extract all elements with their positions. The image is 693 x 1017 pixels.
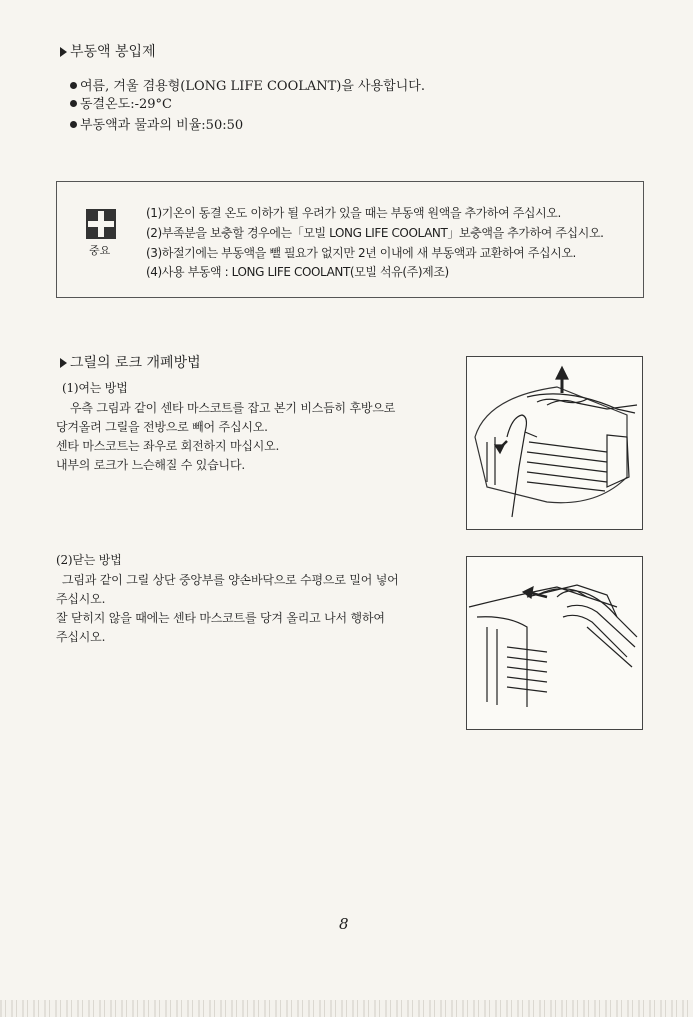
- close-method-text: 주십시오.: [56, 592, 106, 606]
- important-notice-box: [56, 181, 644, 298]
- close-method-title: (2)닫는 방법: [56, 553, 122, 567]
- important-label: 중요: [89, 244, 111, 257]
- close-method-text: 잘 닫히지 않을 때에는 센타 마스코트를 당겨 올리고 나서 행하여: [56, 611, 385, 625]
- grille-open-drawing: [467, 357, 642, 529]
- grille-open-illustration: [466, 356, 643, 530]
- notice-line: (2)부족분을 보충할 경우에는「모빌 LONG LIFE COOLANT」보충액을 추가하여 주십시오.: [146, 226, 604, 240]
- notice-line: (1)기온이 동결 온도 이하가 될 우려가 있을 때는 부동액 원액을 추가하여 주십시오.: [146, 206, 561, 220]
- list-item: 여름, 겨울 겸용형(LONG LIFE COOLANT)을 사용합니다.: [70, 78, 425, 96]
- scan-edge: [0, 1000, 693, 1017]
- open-method-text: 내부의 로크가 느슨해질 수 있습니다.: [56, 458, 245, 472]
- close-method-text: 주십시오.: [56, 630, 106, 644]
- important-icon: [85, 208, 117, 240]
- bullet-dot-icon: [70, 82, 77, 89]
- triangle-bullet-icon: [60, 47, 67, 57]
- close-method-text: 그림과 같이 그릴 상단 중앙부를 양손바닥으로 수평으로 밀어 넣어: [62, 573, 399, 587]
- page-number: 8: [339, 915, 349, 933]
- notice-line: (4)사용 부동액 : LONG LIFE COOLANT(모빌 석유(주)제조): [146, 265, 449, 279]
- section-heading-grille-lock: 그릴의 로크 개폐방법: [60, 352, 201, 372]
- list-item: 부동액과 물과의 비율:50:50: [70, 117, 243, 135]
- section-heading-antifreeze: 부동액 봉입제: [60, 41, 156, 61]
- grille-close-drawing: [467, 557, 642, 729]
- open-method-text: 우측 그림과 같이 센타 마스코트를 잡고 본기 비스듬히 후방으로: [70, 401, 396, 415]
- bullet-dot-icon: [70, 121, 77, 128]
- open-method-text: 센타 마스코트는 좌우로 회전하지 마십시오.: [56, 439, 280, 453]
- bullet-dot-icon: [70, 100, 77, 107]
- notice-line: (3)하절기에는 부동액을 뺄 필요가 없지만 2년 이내에 새 부동액과 교환하여 주십시오.: [146, 246, 576, 260]
- grille-close-illustration: [466, 556, 643, 730]
- open-method-text: 당겨올려 그릴을 전방으로 빼어 주십시오.: [56, 420, 268, 434]
- open-method-title: (1)여는 방법: [62, 381, 128, 395]
- triangle-bullet-icon: [60, 358, 67, 368]
- list-item: 동결온도:-29°C: [70, 96, 172, 114]
